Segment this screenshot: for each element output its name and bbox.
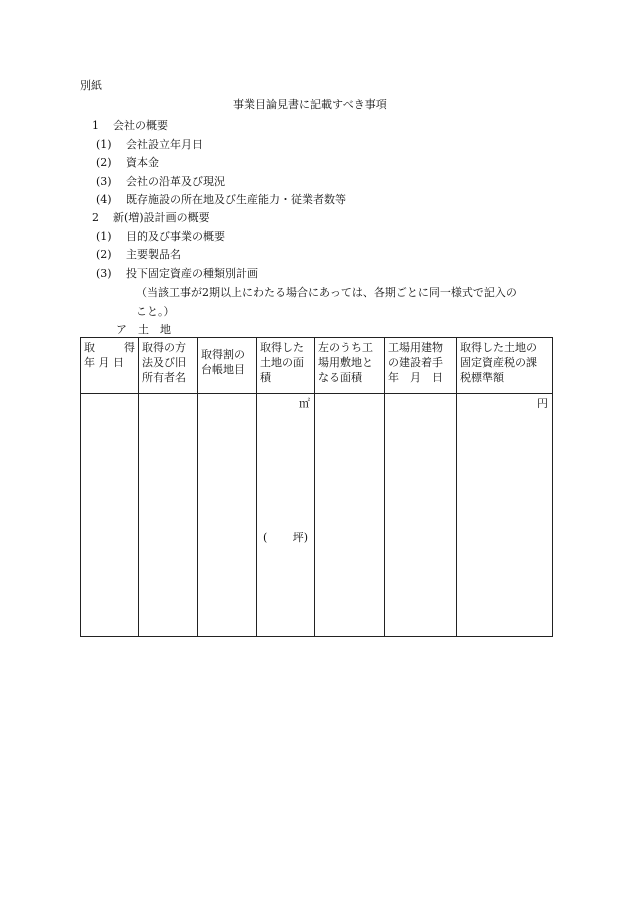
area-unit: ㎡ bbox=[299, 397, 310, 410]
note-line-2: こと。） bbox=[136, 305, 175, 318]
header-acquisition-method: 取得の方 法及び旧 所有者名 bbox=[139, 338, 198, 394]
tsubo-close: 坪) bbox=[292, 531, 308, 544]
header-construction-start-date: 工場用建物 の建設着手 年 月 日 bbox=[385, 338, 457, 394]
company-item-4-number: (4) bbox=[96, 193, 112, 206]
plan-item-1-number: (1) bbox=[96, 230, 112, 243]
plan-item-2-number: (2) bbox=[96, 248, 112, 261]
note-line-1: （当該工事が2期以上にわたる場合にあっては、各期ごとに同一様式で記入の bbox=[136, 286, 517, 299]
header-acquisition-date-char-2: 得 bbox=[124, 341, 135, 354]
header-acquisition-date-line-2: 年 月 日 bbox=[84, 356, 124, 369]
header-acquisition-date bbox=[81, 338, 139, 394]
section-1-number: 1 bbox=[92, 119, 99, 132]
land-table bbox=[80, 337, 553, 637]
section-2-number: 2 bbox=[92, 211, 99, 224]
page-title: 事業目論見書に記載すべき事項 bbox=[233, 98, 387, 111]
section-2-heading: 新(増)設計画の概要 bbox=[113, 211, 210, 224]
tsubo-annotation bbox=[263, 530, 308, 545]
header-factory-site-area: 左のうち工 場用敷地と なる面積 bbox=[315, 338, 385, 394]
header-acquisition-date-char-1: 取 bbox=[84, 341, 95, 354]
plan-item-1-label: 目的及び事業の概要 bbox=[126, 230, 225, 243]
cell-construction-start-date[interactable] bbox=[385, 394, 457, 637]
cell-acquisition-method[interactable] bbox=[139, 394, 198, 637]
yen-unit: 円 bbox=[537, 397, 548, 410]
tsubo-open: ( bbox=[263, 531, 268, 544]
company-item-2-number: (2) bbox=[96, 156, 112, 169]
header-land-area: 取得した 土地の面 積 bbox=[257, 338, 315, 394]
attachment-label: 別紙 bbox=[80, 79, 102, 92]
table-header-row bbox=[81, 338, 553, 394]
cell-ledger-category[interactable] bbox=[198, 394, 257, 637]
company-item-2-label: 資本金 bbox=[126, 156, 159, 169]
cell-tax-base-amount[interactable] bbox=[457, 394, 553, 637]
plan-item-2-label: 主要製品名 bbox=[126, 248, 181, 261]
company-item-1-number: (1) bbox=[96, 138, 112, 151]
company-item-4-label: 既存施設の所在地及び生産能力・従業者数等 bbox=[126, 193, 346, 206]
plan-item-3-number: (3) bbox=[96, 267, 112, 280]
company-item-3-number: (3) bbox=[96, 175, 112, 188]
plan-item-3-label: 投下固定資産の種類別計画 bbox=[126, 267, 258, 280]
land-subheading-letter: ア bbox=[116, 323, 127, 336]
header-tax-base-amount: 取得した土地の 固定資産税の課 税標準額 bbox=[457, 338, 553, 394]
cell-acquisition-date[interactable] bbox=[81, 394, 139, 637]
table-row bbox=[81, 394, 553, 637]
cell-land-area[interactable] bbox=[257, 394, 315, 637]
cell-factory-site-area[interactable] bbox=[315, 394, 385, 637]
company-item-3-label: 会社の沿革及び現況 bbox=[126, 175, 225, 188]
header-ledger-category: 取得割の 台帳地目 bbox=[198, 338, 257, 394]
land-subheading-label: 土 地 bbox=[138, 323, 171, 336]
section-1-heading: 会社の概要 bbox=[113, 119, 168, 132]
company-item-1-label: 会社設立年月日 bbox=[126, 138, 203, 151]
